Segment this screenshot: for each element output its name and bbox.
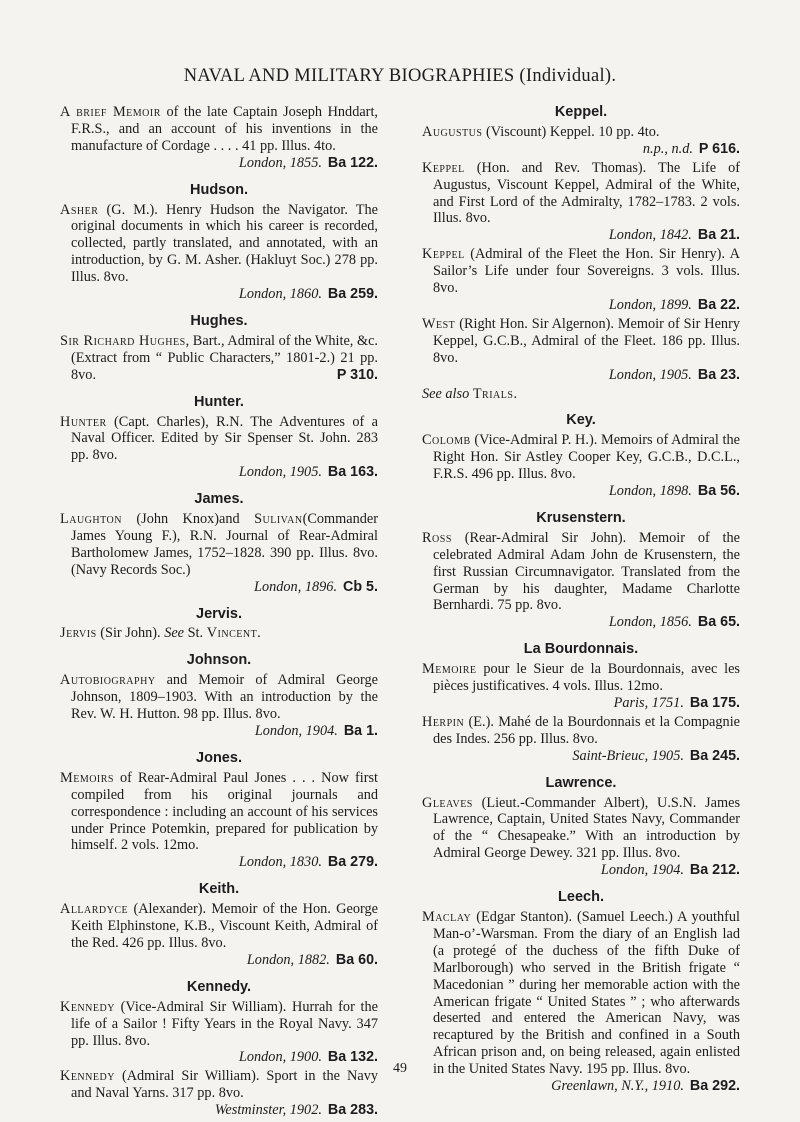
entry-imprint: London, 1882. bbox=[246, 951, 330, 968]
entry-lead: Allardyce bbox=[60, 901, 129, 918]
entry-text: (Sir John). bbox=[100, 625, 161, 642]
entry-colomb bbox=[422, 432, 740, 500]
entry-hughes bbox=[60, 333, 378, 384]
section-heading-hudson: Hudson. bbox=[190, 181, 248, 198]
shelf-mark: Ba 292. bbox=[689, 1078, 740, 1095]
shelf-mark: Ba 23. bbox=[697, 366, 740, 383]
entry-text: (Hon. and Rev. Thomas). The Life of Augustus, Viscount Keppel, Admiral of the White, and First Lord of the Admiralty, 1782–1783. 2 vols. Illus. 8vo. bbox=[433, 159, 740, 227]
entry-text: (Right Hon. Sir Algernon). Memoir of Sir Henry Keppel, G.C.B., Admiral of the Fleet. 186 pp. Illus. 8vo. bbox=[433, 315, 740, 366]
entry-kennedy-hurrah bbox=[60, 999, 378, 1067]
entry-imprint: Greenlawn, N.Y., 1910. bbox=[551, 1078, 684, 1095]
entry-imprint: London, 1904. bbox=[600, 862, 684, 879]
shelf-mark: Ba 60. bbox=[335, 951, 378, 968]
entry-text: of Rear-Admiral Paul Jones . . . Now first compiled from his original journals and correspondence : including an account of his services under Prince Potemkin, prepared for publication by himself. 2 vols. 12mo. bbox=[71, 769, 378, 854]
entry-lead: Gleaves bbox=[422, 794, 473, 811]
section-heading-key: Key. bbox=[566, 412, 596, 429]
entry-lead: Keppel bbox=[422, 159, 465, 176]
entry-lead: Laughton bbox=[60, 511, 122, 528]
left-column bbox=[60, 104, 378, 1121]
entry-imprint: London, 1860. bbox=[238, 286, 322, 303]
shelf-mark: Ba 283. bbox=[327, 1102, 378, 1119]
entry-lead: Jervis bbox=[60, 625, 97, 642]
entry-lead: Herpin bbox=[422, 713, 465, 730]
section-heading-la-bourdonnais: La Bourdonnais. bbox=[523, 641, 639, 658]
entry-text: St. bbox=[187, 625, 204, 642]
entry-text: (Alexander). Memoir of the Hon. George Keith Elphinstone, K.B., Viscount Keith, Admiral of the Red. 426 pp. Illus. 8vo. bbox=[71, 901, 378, 951]
entry-imprint: London, 1842. bbox=[608, 227, 692, 244]
entry-text: (Capt. Charles), R.N. The Adventures of a Naval Officer. Edited by Sir Spenser St. John. 283 pp. 8vo. bbox=[71, 413, 378, 464]
shelf-mark: Ba 279. bbox=[327, 854, 378, 871]
entry-text: (Viscount) Keppel. 10 pp. 4to. bbox=[486, 123, 660, 140]
entry-text: (Commander James Young F.), R.N. Journal of Rear-Admiral Bartholomew James, 1752–1828. 390 pp. Illus. 8vo. (Navy Records Soc.) bbox=[71, 511, 378, 578]
entry-text: (G. M.). Henry Hudson the Navigator. The original documents in which his career is recorded, collected, partly translated, and annotated, with an introduction, by G. M. Asher. (Hakluyt Soc.) 278 pp. Illus. 8vo. bbox=[71, 201, 378, 286]
entry-gleaves bbox=[422, 795, 740, 880]
shelf-mark: Ba 175. bbox=[689, 695, 740, 711]
entry-allardyce bbox=[60, 901, 378, 969]
entry-lead: Hunter bbox=[60, 413, 107, 430]
shelf-mark: P 616. bbox=[698, 140, 740, 157]
entry-text: (Admiral Sir William). Sport in the Navy and Naval Yarns. 317 pp. 8vo. bbox=[71, 1068, 378, 1102]
page-number: 49 bbox=[393, 1061, 407, 1076]
entry-imprint: London, 1904. bbox=[254, 723, 338, 739]
entry-imprint: Paris, 1751. bbox=[613, 695, 684, 711]
section-heading-leech: Leech. bbox=[558, 889, 604, 906]
shelf-mark: Ba 259. bbox=[327, 286, 378, 303]
section-heading-jervis: Jervis. bbox=[196, 605, 242, 622]
entry-asher bbox=[60, 202, 378, 303]
entry-lead: Asher bbox=[60, 201, 99, 218]
entry-west bbox=[422, 316, 740, 384]
entry-imprint: London, 1905. bbox=[238, 464, 322, 481]
entry-lead: Ross bbox=[422, 529, 452, 546]
entry-imprint: London, 1905. bbox=[608, 366, 692, 383]
section-heading-kennedy: Kennedy. bbox=[186, 978, 252, 995]
entry-lead: Memoire bbox=[422, 661, 477, 678]
section-heading-lawrence: Lawrence. bbox=[545, 774, 617, 791]
section-heading-johnson: Johnson. bbox=[186, 652, 252, 669]
entry-lead: Kennedy bbox=[60, 1068, 115, 1085]
shelf-mark: Ba 122. bbox=[327, 154, 378, 171]
entry-imprint: Saint-Brieuc, 1905. bbox=[572, 747, 684, 764]
entry-text: (John Knox)and bbox=[136, 511, 240, 528]
entry-lead: Maclay bbox=[422, 908, 472, 925]
shelf-mark: Ba 65. bbox=[697, 614, 740, 631]
shelf-mark: Ba 21. bbox=[697, 227, 740, 244]
entry-text: (Vice-Admiral P. H.). Memoirs of Admiral the Right Hon. Sir Astley Cooper Key, G.C.B., D.C.L., F.R.S. 496 pp. Illus. 8vo. bbox=[433, 432, 740, 483]
shelf-mark: Ba 163. bbox=[327, 464, 378, 481]
section-heading-krusenstern: Krusenstern. bbox=[536, 509, 626, 526]
entry-lead: Autobiography bbox=[60, 672, 156, 689]
cross-reference-target: Vincent. bbox=[206, 625, 262, 642]
entry-lead: West bbox=[422, 315, 456, 332]
entry-keppel-henry bbox=[422, 246, 740, 314]
entry-augustus-keppel bbox=[422, 124, 740, 158]
entry-jones bbox=[60, 770, 378, 871]
entry-lead: Sir Richard Hughes bbox=[60, 332, 186, 349]
entry-text: (Lieut.-Commander Albert), U.S.N. James Lawrence, Captain, United States Navy, Commander of the “ Chesapeake.” With an introduction by Admiral George Dewey. 321 pp. Illus. 8vo. bbox=[433, 794, 741, 862]
entry-imprint: London, 1856. bbox=[608, 614, 692, 631]
entry-lead: Memoirs bbox=[60, 769, 114, 786]
cross-reference-target: Trials. bbox=[472, 385, 518, 402]
shelf-mark: Cb 5. bbox=[343, 578, 378, 595]
entry-imprint: London, 1855. bbox=[238, 154, 322, 171]
shelf-mark: P 310. bbox=[336, 366, 378, 383]
entry-text: (Admiral of the Fleet the Hon. Sir Henry). A Sailor’s Life under four Sovereigns. 3 vols. Illus. 8vo. bbox=[433, 246, 740, 297]
entry-laughton bbox=[60, 511, 378, 596]
entry-lead: Augustus bbox=[422, 123, 483, 140]
section-heading-jones: Jones. bbox=[196, 749, 242, 766]
shelf-mark: Ba 245. bbox=[689, 747, 740, 764]
entry-lead: Kennedy bbox=[60, 998, 115, 1015]
entry-imprint: London, 1900. bbox=[238, 1049, 322, 1066]
entry-text: and Memoir of Admiral George Johnson, 1809–1903. With an introduction by the Rev. W. H. Hutton. 98 pp. Illus. 8vo. bbox=[71, 672, 378, 723]
section-heading-hunter: Hunter. bbox=[194, 393, 244, 410]
entry-imprint: London, 1896. bbox=[254, 578, 338, 595]
section-heading-keppel: Keppel. bbox=[554, 104, 608, 120]
shelf-mark: Ba 212. bbox=[689, 862, 740, 879]
entry-ross bbox=[422, 530, 740, 631]
page-header: NAVAL AND MILITARY BIOGRAPHIES (Individual). bbox=[183, 66, 617, 86]
section-heading-hughes: Hughes. bbox=[190, 312, 248, 329]
entry-keppel-thomas bbox=[422, 160, 740, 245]
section-heading-james: James. bbox=[194, 491, 244, 508]
entry-huddart bbox=[60, 104, 378, 172]
entry-lead: A brief Memoir bbox=[60, 104, 161, 120]
shelf-mark: Ba 132. bbox=[327, 1049, 378, 1066]
entry-text: (Rear-Admiral Sir John). Memoir of the celebrated Admiral Adam John de Krusenstern, the first Russian Circumnavigator. Translated from the German by his daughter, Madame Charlotte Bernhardi. 75 pp. 8vo. bbox=[433, 529, 740, 614]
shelf-mark: Ba 1. bbox=[343, 723, 378, 739]
entry-herpin bbox=[422, 714, 740, 765]
entry-text: (E.). Mahé de la Bourdonnais et la Compagnie des Indes. 256 pp. Illus. 8vo. bbox=[433, 713, 741, 747]
entry-text: (Edgar Stanton). (Samuel Leech.) A youthful Man-o’-Warsman. From the diary of an English lad (a protegé of the duchess of the fifth Duke of Marlborough) who served in the British frigate “ Macedonian ” during her memorable action with the American frigate “ United States ” ; who afterwards deserted and entered the American Navy, was recaptured by the British and confined in a South African prison and, on being released, again enlisted in the United States Navy. 195 pp. Illus. 8vo. bbox=[433, 908, 741, 1078]
shelf-mark: Ba 22. bbox=[697, 296, 740, 313]
entry-imprint: London, 1898. bbox=[608, 483, 692, 500]
entry-jervis bbox=[60, 625, 378, 642]
entry-lead: Sulivan bbox=[254, 511, 303, 528]
entry-hunter bbox=[60, 414, 378, 482]
entry-imprint: n.p., n.d. bbox=[642, 140, 693, 157]
section-heading-keith: Keith. bbox=[198, 881, 240, 898]
right-column bbox=[422, 104, 740, 1097]
entry-text: (Vice-Admiral Sir William). Hurrah for the life of a Sailor ! Fifty Years in the Royal Navy. 347 pp. Illus. 8vo. bbox=[71, 998, 378, 1049]
cross-reference bbox=[422, 386, 740, 403]
entry-johnson bbox=[60, 672, 378, 740]
entry-lead: Colomb bbox=[422, 432, 471, 449]
entry-lead: Keppel bbox=[422, 246, 465, 263]
entry-text: , Bart., Admiral of the White, &c. (Extract from “ Public Characters,” 1801-2.) 21 pp. 8vo. bbox=[71, 332, 378, 383]
entry-memoire bbox=[422, 661, 740, 712]
entry-imprint: London, 1830. bbox=[238, 854, 322, 871]
cross-reference-label: See also bbox=[422, 385, 470, 402]
entry-imprint: Westminster, 1902. bbox=[214, 1102, 322, 1119]
entry-text: of the late Captain Joseph Hnddart, F.R.S., and an account of his inventions in the manufacture of Cordage . . . . 41 pp. Illus. 4to. bbox=[71, 104, 378, 154]
entry-text: pour le Sieur de la Bourdonnais, avec les pièces justificatives. 4 vols. Illus. 12mo. bbox=[433, 661, 740, 695]
entry-imprint: London, 1899. bbox=[608, 296, 692, 313]
cross-reference-label: See bbox=[164, 625, 185, 642]
shelf-mark: Ba 56. bbox=[697, 483, 740, 500]
